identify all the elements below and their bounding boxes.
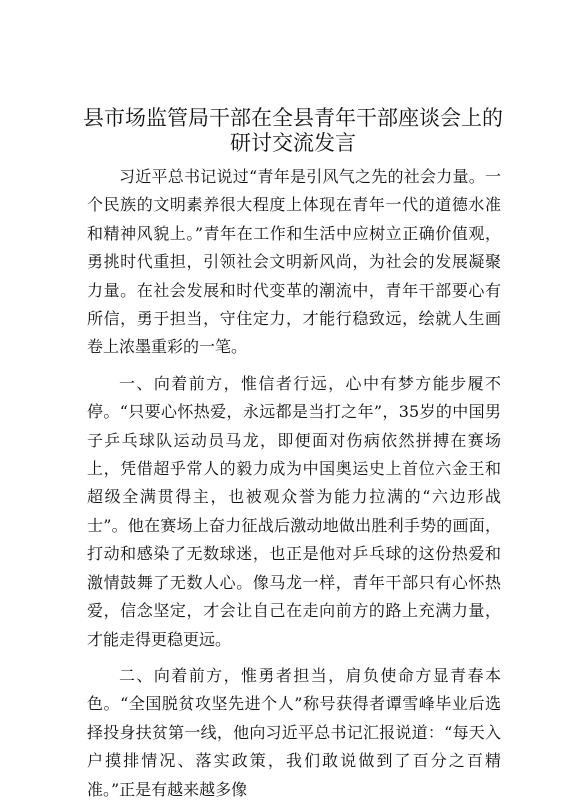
document-title (70, 106, 516, 156)
paragraph-section-2: 二、向着前方，惟勇者担当，肩负使命方显青春本色。“全国脱贫攻坚先进个人”称号获得者谭雪峰毕业后选择投身扶贫第一线，他向习近平总书记汇报说道：“每天入户摸排情况、落实政策，我们敢说做到了百分之百精准。”正是有越来越多像 (87, 665, 501, 799)
document-body (87, 163, 501, 812)
paragraph-intro: 习近平总书记说过“青年是引风气之先的社会力量。一个民族的文明素养很大程度上体现在青年一代的道德水准和精神风貌上。”青年在工作和生活中应树立正确价值观，勇挑时代重担，引领社会文明新风尚，为社会的发展凝聚力量。在社会发展和时代变革的潮流中，青年干部要心有所信，勇于担当，守住定力，才能行稳致远，绘就人生画卷上浓墨重彩的一笔。 (87, 167, 501, 357)
paragraph-section-1: 一、向着前方，惟信者行远，心中有梦方能步履不停。“只要心怀热爱，永远都是当打之年”，35岁的中国男子乒乓球队运动员马龙，即便面对伤病依然拼搏在赛场上，凭借超乎常人的毅力成为中国奥运史上首位六金王和超级全满贯得主，也被观众誉为能力拉满的“六边形战士”。他在赛场上奋力征战后激动地做出胜利手势的画面，打动和感染了无数球迷，也正是他对乒乓球的这份热爱和激情鼓舞了无数人心。像马龙一样，青年干部只有心怀热爱，信念坚定，才会让自己在走向前方的路上充满力量，才能走得更稳更远。 (87, 373, 501, 649)
title-line-1: 县市场监管局干部在全县青年干部座谈会上的 (83, 106, 503, 130)
title-line-2: 研讨交流发言 (230, 131, 356, 155)
